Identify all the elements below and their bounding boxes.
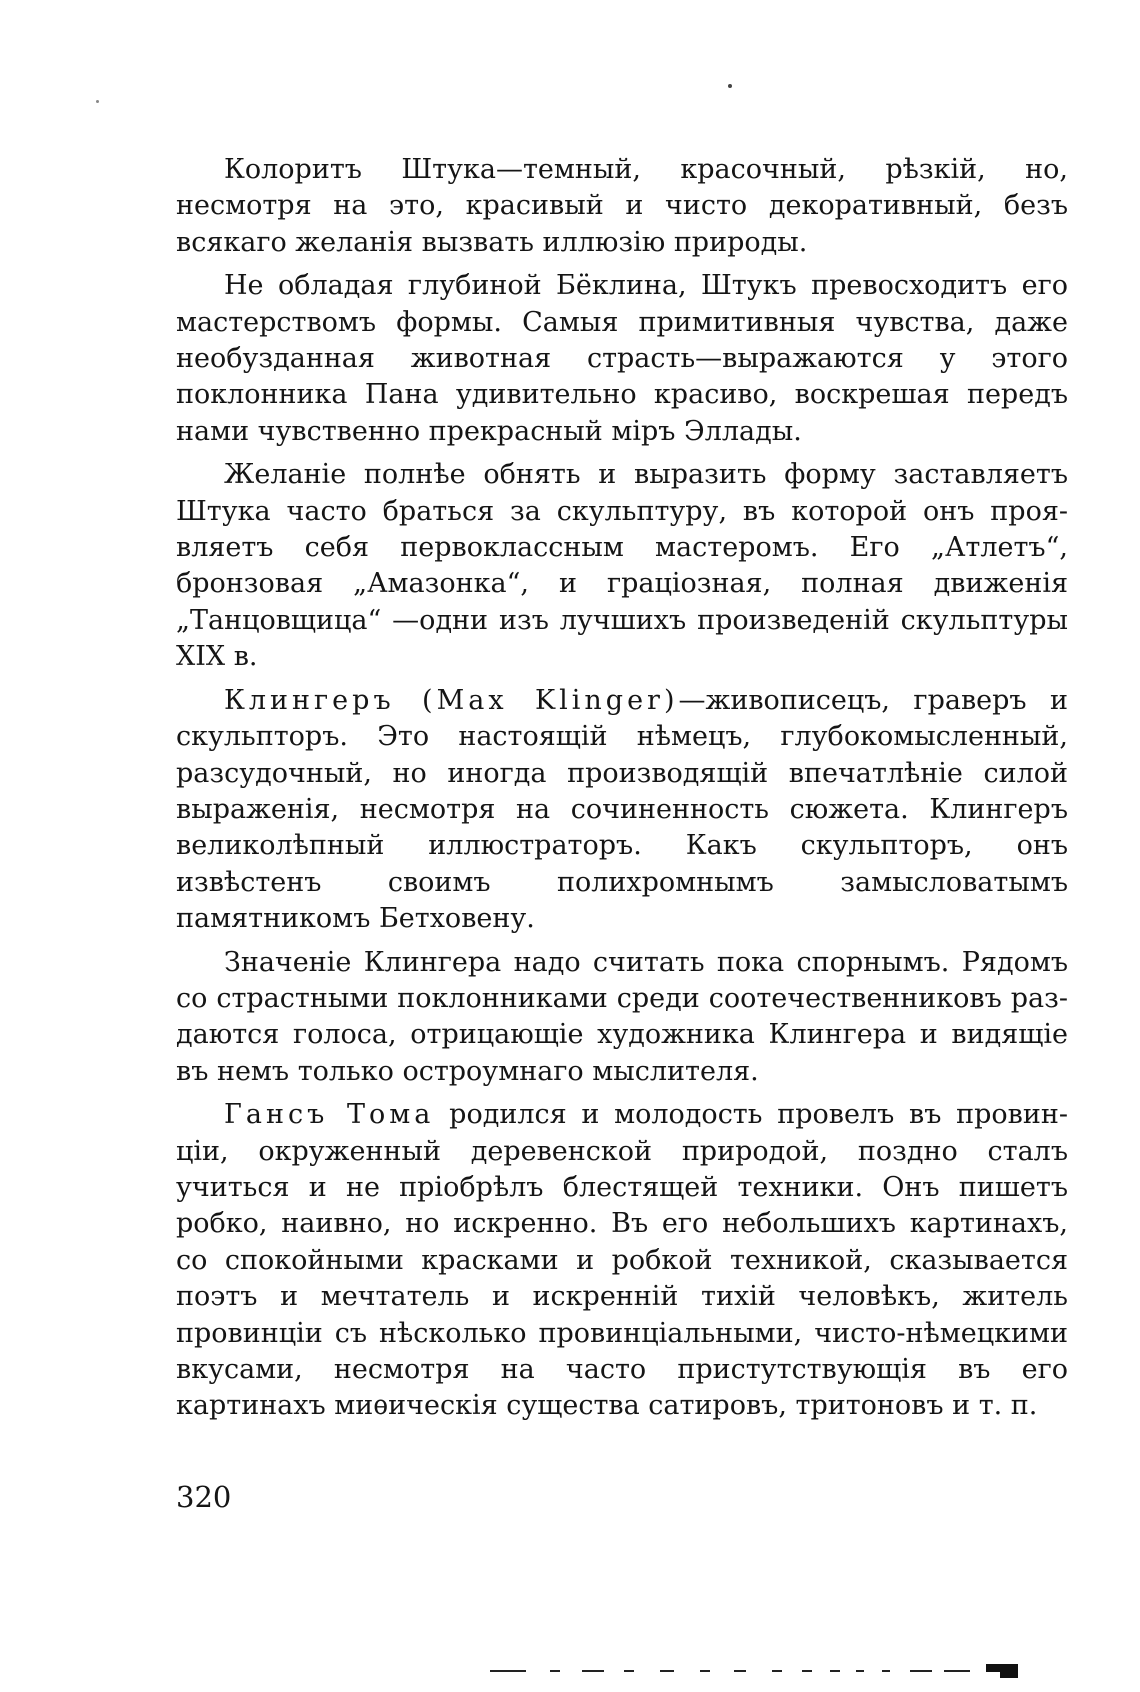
scan-mark (1000, 1672, 1018, 1678)
scan-mark (700, 1670, 710, 1672)
scan-edge-marks (490, 1662, 1130, 1684)
scan-mark (582, 1670, 604, 1672)
scan-mark (660, 1670, 674, 1672)
scan-mark (802, 1670, 812, 1672)
paragraph-text: Колоритъ Штука—темный, красочный, рѣзкій, но, несмотря на это, красивый и чисто декоративный, безъ всякаго желанія вызвать иллюзію природы. (176, 154, 1068, 258)
paragraph (176, 268, 1068, 450)
paragraph-text: родился и молодость провелъ въ провинціи, окруженный деревенской природой, поздно сталъ учиться и не пріобрѣлъ блестящей техники. Онъ пишетъ робко, наивно, но искренно. Въ его небольшихъ картинахъ, со спокойными красками и робкой техникой, сказывается поэтъ и мечтатель и искренній тихій человѣкъ, житель провинціи съ нѣсколько провинціальными, чисто-нѣмецкими вкусами, несмотря на часто пристутствующія въ его картинахъ миѳическія существа сатировъ, тритоновъ и т. п. (176, 1099, 1068, 1422)
scan-mark (734, 1670, 746, 1672)
paragraph-text: Значеніе Клингера надо считать пока спорнымъ. Рядомъ со страстными поклонниками среди соотечественниковъ раздаются голоса, отрицающіе художника Клингера и видящіе въ немъ только остроумнаго мыслителя. (176, 946, 1068, 1087)
scan-mark (490, 1670, 526, 1672)
scan-mark (910, 1670, 932, 1672)
scan-mark (624, 1670, 634, 1672)
page-number: 320 (176, 1480, 232, 1514)
body-text (176, 152, 1068, 1432)
paragraph-lead-name: Гансъ Тома (224, 1099, 435, 1131)
paragraph (176, 457, 1068, 675)
scan-mark (856, 1670, 864, 1672)
scan-speck (728, 84, 732, 88)
scan-mark (882, 1670, 890, 1672)
paragraph (176, 1097, 1068, 1425)
scan-mark (772, 1670, 782, 1672)
paragraph-text: Желаніе полнѣе обнять и выразить форму заставляетъ Штука часто браться за скульптуру, въ которой онъ проявляетъ себя первоклассным мастеромъ. Его „Атлетъ“, бронзовая „Амазонка“, и граціозная, полная движенія „Танцовщица“ —одни изъ лучшихъ произведеній скульптуры XIX в. (176, 459, 1068, 673)
scan-speck (96, 100, 99, 103)
scan-mark (550, 1670, 560, 1672)
paragraph (176, 152, 1068, 261)
scan-mark (944, 1670, 970, 1672)
paragraph-text: Не обладая глубиной Бёклина, Штукъ превосходитъ его мастерствомъ формы. Самыя примитивныя чувства, даже необузданная животная страсть—выражаются у этого поклонника Пана удивительно красиво, воскрешая передъ нами чувственно прекрасный міръ Эллады. (176, 270, 1068, 447)
paragraph-text: —живописецъ, граверъ и скульпторъ. Это настоящій нѣмецъ, глубокомысленный, разсудочный, но иногда производящій впечатлѣніе силой выраженія, несмотря на сочиненность сюжета. Клингеръ великолѣпный иллюстраторъ. Какъ скульпторъ, онъ извѣстенъ своимъ полихромнымъ замысловатымъ памятникомъ Бетховену. (176, 684, 1068, 935)
scan-mark (830, 1670, 840, 1672)
paragraph (176, 945, 1068, 1091)
scan-mark (986, 1664, 1018, 1672)
paragraph-lead-name: Клингеръ (Max Klinger) (224, 684, 679, 716)
paragraph (176, 683, 1068, 938)
